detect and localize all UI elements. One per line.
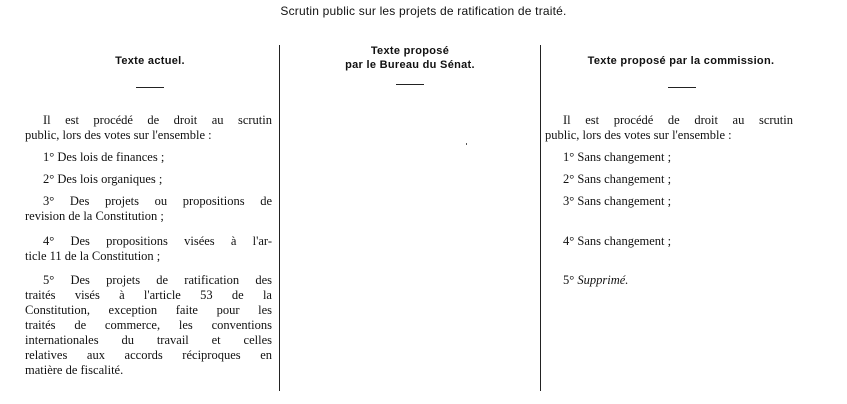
right-item-5-line bbox=[545, 273, 793, 288]
left-item-1 bbox=[25, 150, 272, 165]
right-item-3 bbox=[545, 194, 793, 209]
left-item-3 bbox=[25, 194, 272, 224]
right-intro-line: public, lors des votes sur l'ensemble : bbox=[545, 128, 732, 142]
left-item-2-line: 2° Des lois organiques ; bbox=[43, 172, 163, 186]
left-intro-line: Il est procédé de droit au scrutin bbox=[43, 113, 272, 127]
left-item-5 bbox=[25, 273, 272, 378]
page-title: Scrutin public sur les projets de ratification de traité. bbox=[280, 4, 567, 18]
column-divider-right bbox=[540, 45, 541, 391]
left-item-4-line: 4° Des propositions visées à l'ar- bbox=[43, 234, 272, 248]
print-speck bbox=[466, 143, 467, 145]
right-intro-line: Il est procédé de droit au scrutin bbox=[563, 113, 793, 127]
left-item-3-line: revision de la Constitution ; bbox=[25, 209, 164, 223]
heading-middle-line2: par le Bureau du Sénat. bbox=[345, 59, 475, 71]
heading-middle-line1: Texte proposé bbox=[370, 45, 450, 57]
right-item-5-text: Supprimé. bbox=[577, 273, 629, 287]
heading-right: Texte proposé par la commission. bbox=[587, 55, 775, 67]
right-item-5-number: 5° bbox=[563, 273, 575, 287]
heading-right-rule bbox=[668, 87, 696, 88]
heading-middle bbox=[283, 44, 537, 72]
right-item-1 bbox=[545, 150, 793, 165]
left-item-5-line: Constitution, exception faite pour les bbox=[25, 303, 272, 317]
right-item-3-line: 3° Sans changement ; bbox=[563, 194, 672, 208]
right-item-4-line: 4° Sans changement ; bbox=[563, 234, 672, 248]
left-item-5-line: relatives aux accords réciproques en bbox=[25, 348, 272, 362]
left-intro-line: public, lors des votes sur l'ensemble : bbox=[25, 128, 212, 142]
left-item-2 bbox=[25, 172, 272, 187]
left-item-3-line: 3° Des projets ou propositions de bbox=[43, 194, 272, 208]
left-item-5-line: traités visés à l'article 53 de la bbox=[25, 288, 272, 302]
left-intro bbox=[25, 113, 272, 143]
left-item-5-line: matière de fiscalité. bbox=[25, 363, 124, 377]
left-item-5-line: internationales du travail et celles bbox=[25, 333, 272, 347]
left-item-4-line: ticle 11 de la Constitution ; bbox=[25, 249, 161, 263]
right-item-5 bbox=[545, 273, 793, 288]
right-item-4 bbox=[545, 234, 793, 249]
column-divider-left bbox=[279, 45, 280, 391]
right-item-2 bbox=[545, 172, 793, 187]
left-item-5-line: traités de commerce, les conventions bbox=[25, 318, 272, 332]
heading-middle-rule bbox=[396, 84, 424, 85]
left-item-4 bbox=[25, 234, 272, 264]
left-item-5-line: 5° Des projets de ratification des bbox=[43, 273, 272, 287]
heading-left: Texte actuel. bbox=[115, 55, 185, 67]
left-item-1-line: 1° Des lois de finances ; bbox=[43, 150, 165, 164]
right-item-1-line: 1° Sans changement ; bbox=[563, 150, 672, 164]
heading-left-rule bbox=[136, 87, 164, 88]
right-intro bbox=[545, 113, 793, 143]
right-item-2-line: 2° Sans changement ; bbox=[563, 172, 672, 186]
